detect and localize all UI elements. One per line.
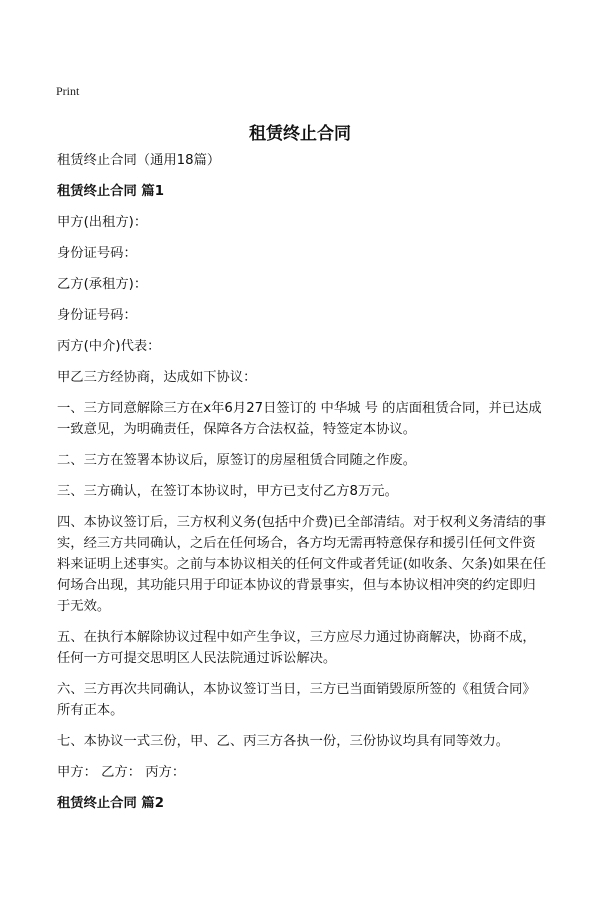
print-link[interactable]: Print [56,84,80,98]
signature-line: 甲方： 乙方： 丙方： [57,765,186,780]
clause-3: 三、三方确认，在签订本协议时，甲方已支付乙方8万元。 [57,484,398,499]
section-heading-1: 租赁终止合同 篇1 [57,184,164,199]
clause-2: 二、三方在签署本协议后，原签订的房屋租赁合同随之作废。 [57,453,417,468]
party-b-id-line: 身份证号码： [57,308,137,323]
party-b-line: 乙方(承租方)： [57,277,148,292]
clause-4: 四、本协议签订后，三方权利义务(包括中介费)已全部清结。对于权利义务清结的事实，经三方共同确认，之后在任何场合，各方均无需再特意保存和援引任何文件资料来证明上述事实。之前与本协议相关的任何文件或者凭证(如收条、欠条)如果在任何场合出现，其功能只用于印证本协议的背景事实，但与本协议相冲突的约定即归于无效。 [57,515,547,614]
party-c-line: 丙方(中介)代表： [57,339,161,354]
section-heading-2: 租赁终止合同 篇2 [57,796,164,811]
clause-7: 七、本协议一式三份，甲、乙、丙三方各执一份，三份协议均具有同等效力。 [57,734,510,749]
document-title: 租赁终止合同 [249,124,351,144]
clause-5: 五、在执行本解除协议过程中如产生争议，三方应尽力通过协商解决，协商不成，任何一方可提交思明区人民法院通过诉讼解决。 [57,630,536,666]
document-body [57,150,547,824]
party-a-line: 甲方(出租方)： [57,215,148,230]
clause-6: 六、三方再次共同确认，本协议签订当日，三方已当面销毁原所签的《租赁合同》所有正本。 [57,682,536,718]
document-subtitle: 租赁终止合同（通用18篇） [57,153,221,168]
clause-1: 一、三方同意解除三方在x年6月27日签订的 中华城 号 的店面租赁合同，并已达成一致意见，为明确责任，保障各方合法权益，特签定本协议。 [57,401,542,437]
intro-line: 甲乙三方经协商，达成如下协议： [57,370,257,385]
party-a-id-line: 身份证号码： [57,246,137,261]
